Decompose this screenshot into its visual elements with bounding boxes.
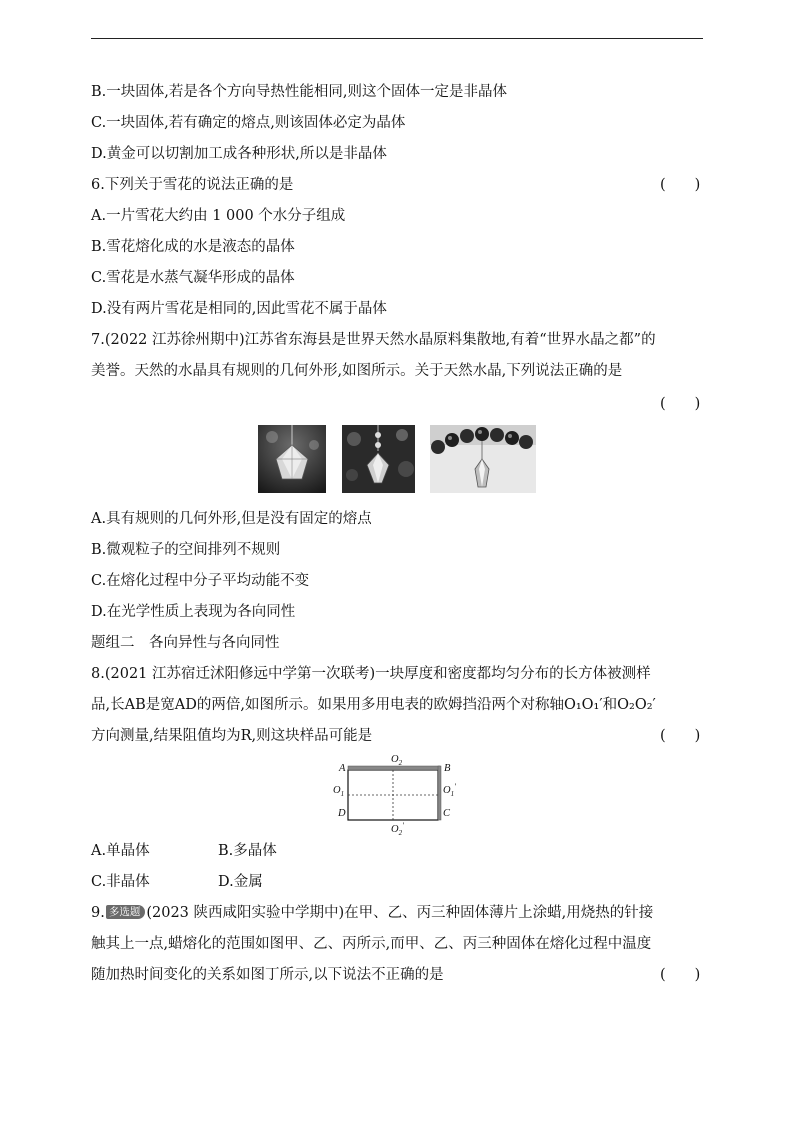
vertex-label-c: C — [443, 808, 451, 819]
option-8d: D.金属 — [218, 874, 263, 890]
question-9-stem-line2: 触其上一点,蜡熔化的范围如图甲、乙、丙所示,而甲、乙、丙三种固体在熔化过程中温度 — [91, 936, 652, 952]
sample-rectangle-figure — [330, 752, 470, 838]
option-6c: C.雪花是水蒸气凝华形成的晶体 — [91, 270, 295, 286]
option-5c: C.一块固体,若有确定的熔点,则该固体必定为晶体 — [91, 115, 406, 131]
option-7d: D.在光学性质上表现为各向同性 — [91, 604, 296, 620]
option-6b: B.雪花熔化成的水是液态的晶体 — [91, 239, 295, 255]
axis-label-o2-prime: $O_2'$ — [391, 821, 404, 837]
crystal-pendant-photo — [258, 425, 326, 493]
option-8a: A.单晶体 — [91, 843, 150, 859]
header-rule — [91, 38, 703, 39]
question-9-stem-line1 — [91, 903, 653, 923]
question-8-stem-line2: 品,长AB是宽AD的两倍,如图所示。如果用多用电表的欧姆挡沿两个对称轴O₁O₁′和O₂O₂′ — [91, 697, 656, 713]
question-8-stem-line1: 8.(2021 江苏宿迁沭阳修远中学第一次联考)一块厚度和密度都均匀分布的长方体被测样 — [91, 666, 651, 682]
axis-label-o2: $O_2$ — [391, 754, 403, 767]
crystal-hanging-photo — [342, 425, 415, 493]
axis-label-o1: $O_1$ — [333, 785, 345, 798]
option-7a: A.具有规则的几何外形,但是没有固定的熔点 — [91, 511, 372, 527]
multi-choice-tag: 多选题 — [106, 905, 146, 919]
option-7c: C.在熔化过程中分子平均动能不变 — [91, 573, 310, 589]
answer-blank-9[interactable]: ( ) — [660, 967, 701, 983]
answer-blank-6[interactable]: ( ) — [660, 177, 701, 193]
vertex-label-b: B — [444, 763, 451, 774]
question-7-stem-line2: 美誉。天然的水晶具有规则的几何外形,如图所示。关于天然水晶,下列说法正确的是 — [91, 363, 623, 379]
question-9-stem-line3: 随加热时间变化的关系如图丁所示,以下说法不正确的是 — [91, 967, 444, 983]
answer-blank-7[interactable]: ( ) — [660, 396, 701, 412]
option-5d: D.黄金可以切割加工成各种形状,所以是非晶体 — [91, 146, 387, 162]
question-8-stem-line3: 方向测量,结果阻值均为R,则这块样品可能是 — [91, 728, 373, 744]
question-9-text: (2023 陕西咸阳实验中学期中)在甲、乙、丙三种固体薄片上涂蜡,用烧热的针接 — [146, 905, 654, 921]
option-5b: B.一块固体,若是各个方向导热性能相同,则这个固体一定是非晶体 — [91, 84, 507, 100]
option-6d: D.没有两片雪花是相同的,因此雪花不属于晶体 — [91, 301, 387, 317]
vertex-label-d: D — [338, 808, 346, 819]
question-9-number: 9. — [91, 905, 105, 921]
axis-label-o1-prime: $O_1'$ — [443, 782, 456, 798]
option-8b: B.多晶体 — [218, 843, 277, 859]
answer-blank-8[interactable]: ( ) — [660, 728, 701, 744]
vertex-label-a: A — [339, 763, 346, 774]
section-heading-group2: 题组二 各向异性与各向同性 — [91, 635, 280, 651]
option-6a: A.一片雪花大约由 1 000 个水分子组成 — [91, 208, 346, 224]
crystal-beads-photo — [430, 425, 536, 493]
option-8c: C.非晶体 — [91, 874, 150, 890]
question-6-stem: 6.下列关于雪花的说法正确的是 — [91, 177, 294, 193]
option-7b: B.微观粒子的空间排列不规则 — [91, 542, 281, 558]
question-7-stem-line1: 7.(2022 江苏徐州期中)江苏省东海县是世界天然水晶原料集散地,有着“世界水晶之都”的 — [91, 332, 656, 348]
